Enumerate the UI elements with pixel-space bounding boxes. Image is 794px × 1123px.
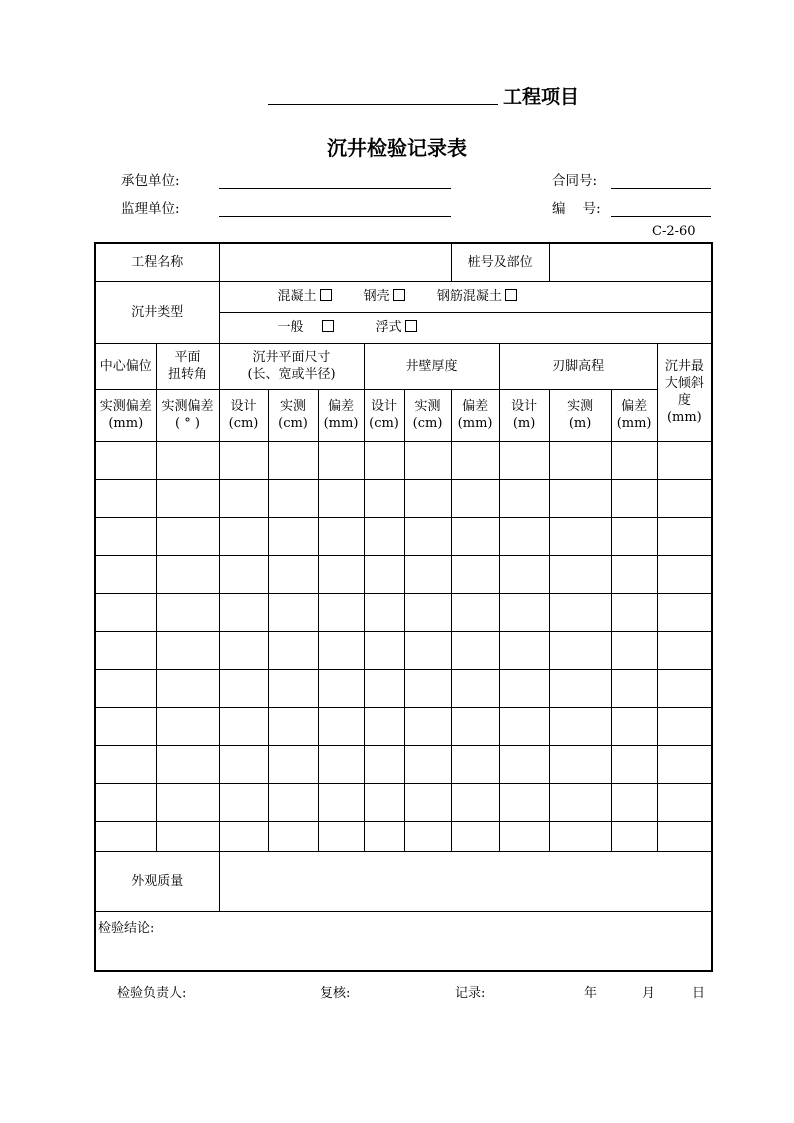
table-cell[interactable] bbox=[95, 517, 156, 555]
table-cell[interactable] bbox=[95, 707, 156, 745]
table-cell[interactable] bbox=[364, 783, 404, 821]
table-cell[interactable] bbox=[219, 517, 268, 555]
table-cell[interactable] bbox=[268, 441, 318, 479]
wall-deviation-header: 偏差 (mm) bbox=[451, 389, 499, 441]
table-cell[interactable] bbox=[318, 441, 364, 479]
table-cell[interactable] bbox=[268, 707, 318, 745]
table-cell[interactable] bbox=[404, 631, 451, 669]
number-label: 编 号: bbox=[552, 201, 601, 217]
table-cell[interactable] bbox=[611, 555, 657, 593]
contract-no-label: 合同号: bbox=[552, 173, 598, 189]
wall-design-header: 设计 (cm) bbox=[364, 389, 404, 441]
table-cell[interactable] bbox=[451, 631, 499, 669]
table-cell[interactable] bbox=[156, 707, 219, 745]
table-row bbox=[95, 669, 712, 707]
table-cell[interactable] bbox=[611, 593, 657, 631]
table-cell[interactable] bbox=[451, 517, 499, 555]
table-cell[interactable] bbox=[268, 631, 318, 669]
caisson-inspection-table bbox=[94, 242, 713, 972]
center-offset-header: 中心偏位 bbox=[95, 343, 156, 389]
checkbox-icon[interactable] bbox=[320, 289, 332, 301]
blade-elevation-header: 刃脚高程 bbox=[499, 343, 657, 389]
table-cell[interactable] bbox=[318, 593, 364, 631]
blade-deviation-header: 偏差 (mm) bbox=[611, 389, 657, 441]
table-cell[interactable] bbox=[219, 707, 268, 745]
table-row bbox=[95, 631, 712, 669]
data-rows bbox=[95, 441, 712, 851]
table-cell[interactable] bbox=[404, 821, 451, 851]
conclusion-label: 检验结论: bbox=[98, 920, 155, 936]
year-label: 年 bbox=[584, 986, 598, 1001]
table-cell[interactable] bbox=[499, 517, 549, 555]
table-cell[interactable] bbox=[95, 555, 156, 593]
table-cell[interactable] bbox=[451, 745, 499, 783]
table-cell[interactable] bbox=[611, 821, 657, 851]
wall-thickness-header: 井壁厚度 bbox=[364, 343, 499, 389]
table-cell[interactable] bbox=[611, 783, 657, 821]
table-cell[interactable] bbox=[451, 555, 499, 593]
table-cell[interactable] bbox=[268, 783, 318, 821]
table-cell[interactable] bbox=[268, 555, 318, 593]
table-cell[interactable] bbox=[404, 783, 451, 821]
table-cell[interactable] bbox=[364, 707, 404, 745]
table-cell[interactable] bbox=[549, 441, 611, 479]
table-cell[interactable] bbox=[549, 479, 611, 517]
blade-design-header: 设计 (m) bbox=[499, 389, 549, 441]
contractor-label: 承包单位: bbox=[121, 173, 180, 189]
table-cell[interactable] bbox=[404, 479, 451, 517]
table-cell[interactable] bbox=[549, 821, 611, 851]
table-cell[interactable] bbox=[499, 555, 549, 593]
review-label: 复核: bbox=[320, 986, 351, 1001]
table-cell[interactable] bbox=[318, 669, 364, 707]
table-cell[interactable] bbox=[156, 631, 219, 669]
table-cell[interactable] bbox=[268, 821, 318, 851]
day-label: 日 bbox=[692, 986, 706, 1001]
table-cell[interactable] bbox=[451, 669, 499, 707]
wall-measured-header: 实测 (cm) bbox=[404, 389, 451, 441]
table-cell[interactable] bbox=[219, 821, 268, 851]
table-cell[interactable] bbox=[318, 783, 364, 821]
table-cell[interactable] bbox=[318, 631, 364, 669]
number-field[interactable] bbox=[611, 216, 711, 217]
table-cell[interactable] bbox=[657, 631, 712, 669]
table-cell[interactable] bbox=[156, 517, 219, 555]
plane-rotation-header: 平面 扭转角 bbox=[156, 343, 219, 389]
caisson-type-row1 bbox=[219, 281, 712, 312]
table-cell[interactable] bbox=[499, 783, 549, 821]
table-cell[interactable] bbox=[657, 593, 712, 631]
table-cell[interactable] bbox=[451, 707, 499, 745]
table-cell[interactable] bbox=[318, 745, 364, 783]
appearance-label: 外观质量 bbox=[95, 851, 219, 911]
table-cell[interactable] bbox=[611, 707, 657, 745]
table-cell[interactable] bbox=[657, 441, 712, 479]
table-cell[interactable] bbox=[657, 707, 712, 745]
size-deviation-header: 偏差 (mm) bbox=[318, 389, 364, 441]
table-cell[interactable] bbox=[404, 669, 451, 707]
table-cell[interactable] bbox=[156, 783, 219, 821]
table-cell[interactable] bbox=[549, 555, 611, 593]
table-cell[interactable] bbox=[451, 479, 499, 517]
table-cell[interactable] bbox=[657, 517, 712, 555]
stake-value[interactable] bbox=[549, 243, 712, 281]
table-cell[interactable] bbox=[318, 479, 364, 517]
table-cell[interactable] bbox=[95, 783, 156, 821]
table-cell[interactable] bbox=[657, 821, 712, 851]
center-measured-header: 实测偏差 (mm) bbox=[95, 389, 156, 441]
month-label: 月 bbox=[642, 986, 656, 1001]
table-cell[interactable] bbox=[404, 441, 451, 479]
table-cell[interactable] bbox=[611, 441, 657, 479]
max-tilt-header: 沉井最大倾斜度 (mm) bbox=[657, 343, 712, 441]
table-cell[interactable] bbox=[219, 479, 268, 517]
table-cell[interactable] bbox=[156, 441, 219, 479]
supervisor-field[interactable] bbox=[219, 216, 451, 217]
project-title: 工程项目 bbox=[503, 86, 580, 108]
table-cell[interactable] bbox=[219, 441, 268, 479]
table-cell[interactable] bbox=[657, 745, 712, 783]
checkbox-icon[interactable] bbox=[505, 289, 517, 301]
table-cell[interactable] bbox=[156, 479, 219, 517]
table-cell[interactable] bbox=[318, 517, 364, 555]
blade-measured-header: 实测 (m) bbox=[549, 389, 611, 441]
record-label: 记录: bbox=[455, 986, 486, 1001]
table-row bbox=[95, 783, 712, 821]
table-cell[interactable] bbox=[219, 745, 268, 783]
table-cell[interactable] bbox=[95, 669, 156, 707]
type-option-floating[interactable]: 浮式 bbox=[376, 319, 417, 336]
plane-size-header: 沉井平面尺寸 (长、宽或半径) bbox=[219, 343, 364, 389]
contractor-field[interactable] bbox=[219, 188, 451, 189]
table-cell[interactable] bbox=[499, 631, 549, 669]
table-cell[interactable] bbox=[268, 745, 318, 783]
table-cell[interactable] bbox=[549, 707, 611, 745]
table-cell[interactable] bbox=[156, 745, 219, 783]
table-cell[interactable] bbox=[499, 707, 549, 745]
table-row bbox=[95, 441, 712, 479]
table-cell[interactable] bbox=[156, 593, 219, 631]
table-cell[interactable] bbox=[95, 821, 156, 851]
table-cell[interactable] bbox=[268, 593, 318, 631]
checkbox-icon[interactable] bbox=[322, 320, 334, 332]
table-cell[interactable] bbox=[611, 479, 657, 517]
table-cell[interactable] bbox=[499, 669, 549, 707]
table-cell[interactable] bbox=[318, 707, 364, 745]
table-cell[interactable] bbox=[657, 479, 712, 517]
type-option-general[interactable]: 一般 bbox=[278, 319, 334, 336]
table-row bbox=[95, 821, 712, 851]
inspector-label: 检验负责人: bbox=[117, 986, 187, 1001]
table-cell[interactable] bbox=[156, 555, 219, 593]
table-cell[interactable] bbox=[95, 745, 156, 783]
project-name-label: 工程名称 bbox=[95, 243, 219, 281]
table-cell[interactable] bbox=[364, 745, 404, 783]
table-cell[interactable] bbox=[219, 593, 268, 631]
table-cell[interactable] bbox=[657, 555, 712, 593]
table-cell[interactable] bbox=[364, 479, 404, 517]
table-cell[interactable] bbox=[499, 479, 549, 517]
table-cell[interactable] bbox=[451, 441, 499, 479]
table-cell[interactable] bbox=[268, 517, 318, 555]
table-cell[interactable] bbox=[451, 783, 499, 821]
table-row bbox=[95, 745, 712, 783]
table-cell[interactable] bbox=[611, 669, 657, 707]
table-cell[interactable] bbox=[404, 555, 451, 593]
table-cell[interactable] bbox=[611, 517, 657, 555]
table-cell[interactable] bbox=[549, 783, 611, 821]
table-cell[interactable] bbox=[219, 555, 268, 593]
stake-label: 桩号及部位 bbox=[451, 243, 549, 281]
table-cell[interactable] bbox=[95, 593, 156, 631]
table-cell[interactable] bbox=[451, 821, 499, 851]
table-cell[interactable] bbox=[549, 669, 611, 707]
table-cell[interactable] bbox=[549, 631, 611, 669]
table-cell[interactable] bbox=[95, 441, 156, 479]
table-cell[interactable] bbox=[318, 555, 364, 593]
table-cell[interactable] bbox=[499, 821, 549, 851]
table-cell[interactable] bbox=[219, 631, 268, 669]
project-name-underline bbox=[268, 104, 498, 105]
table-cell[interactable] bbox=[404, 593, 451, 631]
table-cell[interactable] bbox=[657, 669, 712, 707]
table-cell[interactable] bbox=[611, 745, 657, 783]
table-cell[interactable] bbox=[364, 631, 404, 669]
table-cell[interactable] bbox=[404, 745, 451, 783]
table-cell[interactable] bbox=[268, 479, 318, 517]
project-name-value[interactable] bbox=[219, 243, 451, 281]
size-design-header: 设计 (cm) bbox=[219, 389, 268, 441]
table-cell[interactable] bbox=[611, 631, 657, 669]
supervisor-label: 监理单位: bbox=[121, 201, 180, 217]
table-row bbox=[95, 593, 712, 631]
table-cell[interactable] bbox=[268, 669, 318, 707]
table-cell[interactable] bbox=[219, 669, 268, 707]
table-row bbox=[95, 555, 712, 593]
checkbox-icon[interactable] bbox=[405, 320, 417, 332]
form-title: 沉井检验记录表 bbox=[327, 136, 467, 160]
form-code: C-2-60 bbox=[652, 224, 696, 239]
table-cell[interactable] bbox=[657, 783, 712, 821]
table-cell[interactable] bbox=[95, 631, 156, 669]
contract-no-field[interactable] bbox=[611, 188, 711, 189]
checkbox-icon[interactable] bbox=[393, 289, 405, 301]
table-cell[interactable] bbox=[318, 821, 364, 851]
table-row bbox=[95, 479, 712, 517]
table-cell[interactable] bbox=[364, 821, 404, 851]
conclusion-field[interactable] bbox=[95, 911, 712, 971]
table-cell[interactable] bbox=[499, 745, 549, 783]
table-cell[interactable] bbox=[364, 517, 404, 555]
type-option-reinforced[interactable]: 钢筋混凝土 bbox=[437, 288, 517, 305]
table-cell[interactable] bbox=[499, 593, 549, 631]
table-cell[interactable] bbox=[404, 517, 451, 555]
table-cell[interactable] bbox=[451, 593, 499, 631]
caisson-type-label: 沉井类型 bbox=[95, 281, 219, 343]
table-cell[interactable] bbox=[404, 707, 451, 745]
appearance-value[interactable] bbox=[219, 851, 712, 911]
type-option-steel-shell[interactable]: 钢壳 bbox=[364, 288, 405, 305]
table-cell[interactable] bbox=[364, 441, 404, 479]
table-cell[interactable] bbox=[219, 783, 268, 821]
table-cell[interactable] bbox=[364, 593, 404, 631]
table-cell[interactable] bbox=[156, 669, 219, 707]
table-cell[interactable] bbox=[364, 555, 404, 593]
table-row bbox=[95, 517, 712, 555]
table-cell[interactable] bbox=[95, 479, 156, 517]
table-cell[interactable] bbox=[549, 745, 611, 783]
table-cell[interactable] bbox=[499, 441, 549, 479]
type-option-concrete[interactable]: 混凝土 bbox=[278, 288, 332, 305]
size-measured-header: 实测 (cm) bbox=[268, 389, 318, 441]
table-cell[interactable] bbox=[549, 517, 611, 555]
table-cell[interactable] bbox=[364, 669, 404, 707]
rotation-measured-header: 实测偏差 ( ° ) bbox=[156, 389, 219, 441]
table-row bbox=[95, 707, 712, 745]
caisson-type-row2 bbox=[219, 312, 712, 343]
table-cell[interactable] bbox=[156, 821, 219, 851]
table-cell[interactable] bbox=[549, 593, 611, 631]
